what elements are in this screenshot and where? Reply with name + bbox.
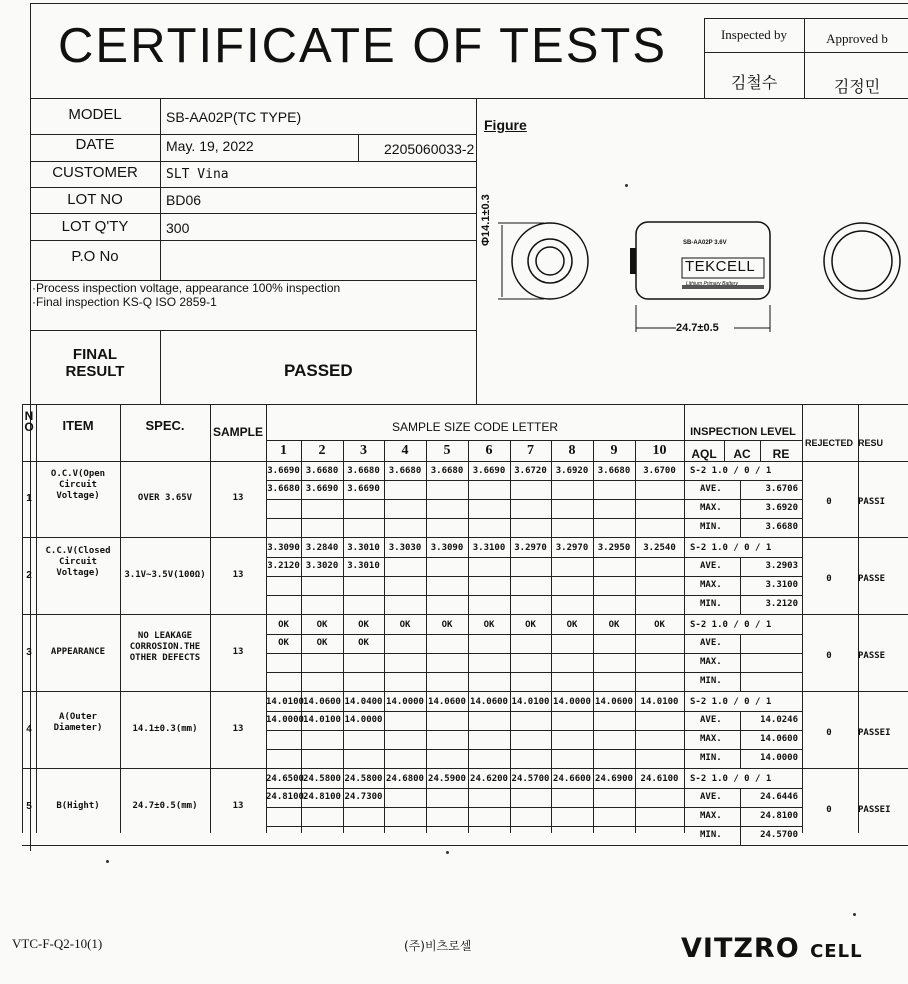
rejected-count: 0 [826, 574, 832, 584]
divider [266, 826, 802, 827]
min-label: MIN. [700, 599, 722, 609]
row-result: PASSI [858, 497, 886, 507]
sample-col-6: 6 [485, 443, 493, 458]
row-spec: 3.1V~3.5V(100Ω) [124, 570, 206, 580]
sample-value: OK [278, 620, 289, 630]
max-value: 24.8100 [760, 811, 798, 821]
divider [358, 134, 359, 162]
sample-value: 3.6690 [267, 466, 300, 476]
divider [266, 634, 802, 635]
sample-value: OK [278, 638, 289, 648]
sample-col-7: 7 [527, 443, 534, 458]
speck [446, 851, 449, 854]
model-value: SB-AA02P(TC TYPE) [166, 109, 302, 125]
end-view-outer-circle [512, 223, 588, 299]
ave-label: AVE. [700, 792, 722, 802]
divider [22, 845, 908, 846]
min-value: 24.5700 [760, 830, 798, 840]
company-name: (주)비츠로셀 [404, 939, 472, 953]
sample-value: 24.6800 [386, 774, 424, 784]
form-number: VTC-F-Q2-10(1) [12, 936, 103, 951]
sample-value: 14.0000 [553, 697, 591, 707]
sample-value: 24.6900 [595, 774, 633, 784]
max-value: 3.6920 [765, 503, 798, 513]
sample-value: 3.6690 [472, 466, 506, 476]
col-spec-header: SPEC. [145, 418, 185, 433]
battery-brand: TEKCELL [685, 258, 756, 275]
date-label: DATE [75, 136, 115, 153]
min-label: MIN. [700, 753, 722, 763]
divider [266, 730, 802, 731]
approved-by-label: Approved b [826, 31, 888, 46]
sample-value: OK [608, 620, 620, 630]
min-label: MIN. [700, 830, 722, 840]
customer-label: CUSTOMER [52, 164, 138, 181]
divider [160, 98, 161, 280]
sample-value: 3.3090 [267, 543, 300, 553]
aql-header: AQL [691, 447, 717, 461]
sample-value: 24.6200 [470, 774, 508, 784]
ave-label: AVE. [700, 561, 722, 571]
sample-value: 24.8100 [303, 792, 341, 802]
lot-no-label: LOT NO [67, 191, 123, 208]
row-item: O.C.V(Open Circuit Voltage) [50, 469, 106, 501]
divider [266, 499, 802, 500]
max-label: MAX. [700, 734, 722, 744]
divider [684, 404, 685, 833]
row-number: 4 [26, 724, 32, 735]
col-item-header: ITEM [62, 418, 94, 433]
inspection-level: S-2 1.0 / 0 / 1 [690, 466, 772, 476]
sample-value: 14.0000 [386, 697, 424, 707]
col-result-header: RESU [858, 438, 884, 448]
sample-value: 3.2950 [597, 543, 631, 553]
sample-value: 3.6680 [347, 466, 380, 476]
max-label: MAX. [700, 657, 722, 667]
sample-value: 3.6690 [305, 484, 339, 494]
inspector-signature: 김철수 [730, 73, 778, 92]
col-sample-size-header: SAMPLE SIZE CODE LETTER [391, 420, 559, 434]
re-header: RE [772, 447, 790, 461]
end-view-outer-circle-2 [824, 223, 900, 299]
col-inspection-level-header: INSPECTION LEVEL [690, 426, 796, 438]
sample-value: 24.5700 [511, 774, 550, 784]
col-no-header: N O [24, 409, 34, 434]
inspection-level: S-2 1.0 / 0 / 1 [690, 620, 772, 630]
ave-label: AVE. [700, 715, 722, 725]
sample-value: 14.0400 [344, 697, 383, 707]
battery-model-print: SB-AA02P 3.6V [683, 240, 727, 246]
speck [853, 913, 856, 916]
sample-value: 3.6720 [514, 466, 547, 476]
max-value: 14.0600 [760, 734, 798, 744]
max-value: 3.3100 [765, 580, 798, 590]
divider [804, 18, 805, 98]
divider [22, 404, 23, 833]
ave-value: 3.2903 [765, 561, 798, 571]
inspection-level: S-2 1.0 / 0 / 1 [690, 697, 772, 707]
row-sample-count: 13 [232, 647, 244, 657]
sample-col-2: 2 [318, 443, 326, 458]
customer-value: SLT Vina [166, 167, 229, 182]
sample-value: OK [358, 620, 369, 630]
row-result: PASSEI [858, 805, 891, 815]
sample-value: OK [654, 620, 665, 630]
figure-label: Figure [484, 117, 527, 133]
divider [266, 440, 802, 441]
divider [22, 537, 908, 538]
divider [210, 404, 211, 833]
row-number: 3 [26, 647, 32, 658]
sample-value: 3.6680 [267, 484, 300, 494]
divider [266, 788, 802, 789]
company-logo [681, 933, 863, 964]
inspection-level: S-2 1.0 / 0 / 1 [690, 543, 772, 553]
rejected-count: 0 [826, 651, 832, 661]
divider [802, 404, 803, 833]
row-spec: OVER 3.65V [137, 493, 193, 503]
row-sample-count: 13 [232, 493, 244, 503]
end-view-ring [528, 239, 572, 283]
sample-col-4: 4 [401, 443, 409, 458]
sample-value: OK [399, 620, 411, 630]
min-value: 3.6680 [765, 522, 798, 532]
sample-col-1: 1 [280, 443, 287, 458]
row-item: B(Hight) [56, 801, 100, 811]
final-result-label-2: RESULT [65, 363, 125, 380]
sample-col-10: 10 [652, 443, 667, 458]
sample-value: 3.3020 [305, 561, 339, 571]
sample-value: 24.6500 [266, 774, 304, 784]
sample-value: 14.0600 [303, 697, 341, 707]
divider [266, 672, 802, 673]
sample-col-5: 5 [443, 443, 451, 458]
divider [740, 788, 741, 845]
sample-value: 14.0000 [266, 715, 304, 725]
divider [740, 557, 741, 614]
ave-value: 14.0246 [760, 715, 798, 725]
max-label: MAX. [700, 503, 722, 513]
min-label: MIN. [700, 676, 722, 686]
sample-value: OK [316, 620, 328, 630]
min-value: 3.2120 [765, 599, 798, 609]
sample-value: 3.2540 [643, 543, 676, 553]
end-view-cap [536, 247, 564, 275]
sample-value: OK [441, 620, 453, 630]
length-dimension: 24.7±0.5 [676, 322, 719, 334]
speck [106, 860, 109, 863]
sample-value: 3.2840 [305, 543, 339, 553]
po-label: P.O No [71, 248, 119, 265]
sample-value: 3.3100 [472, 543, 506, 553]
sample-value: 24.5800 [344, 774, 383, 784]
row-item: C.C.V(Closed Circuit Voltage) [45, 546, 111, 578]
ave-value: 3.6706 [765, 484, 798, 494]
max-label: MAX. [700, 580, 722, 590]
row-number: 2 [26, 570, 32, 581]
sample-value: 3.6700 [643, 466, 676, 476]
final-result-label-1: FINAL [72, 346, 118, 363]
sample-value: 3.3010 [347, 561, 380, 571]
sample-value: 3.3010 [347, 543, 380, 553]
sample-value: 14.0000 [344, 715, 383, 725]
divider [740, 634, 741, 691]
row-number: 5 [26, 801, 32, 812]
divider [266, 557, 802, 558]
rejected-count: 0 [826, 805, 832, 815]
col-rejected-header: REJECTED [804, 438, 853, 448]
document-number: 2205060033-2 [384, 141, 475, 157]
row-sample-count: 13 [232, 724, 244, 734]
sample-value: 3.6680 [388, 466, 422, 476]
divider [30, 161, 476, 162]
sample-col-9: 9 [610, 443, 618, 458]
sample-value: OK [566, 620, 578, 630]
logo-main: VITZRO [681, 933, 800, 964]
row-number: 1 [26, 493, 32, 504]
divider [30, 240, 476, 241]
divider [704, 18, 705, 98]
sample-value: 3.2120 [267, 561, 300, 571]
inspection-note-2: ·Final inspection KS-Q ISO 2859-1 [32, 295, 217, 309]
row-spec: NO LEAKAGE CORROSION.THE OTHER DEFECTS [129, 631, 201, 663]
sample-value: 24.8100 [266, 792, 304, 802]
sample-value: 14.0100 [511, 697, 550, 707]
divider [858, 404, 859, 833]
divider [30, 187, 476, 188]
divider [160, 330, 161, 404]
divider [740, 480, 741, 537]
divider [740, 711, 741, 768]
sample-col-3: 3 [360, 443, 367, 458]
logo-sub: CELL [810, 941, 863, 962]
row-result: PASSE [858, 651, 886, 661]
divider [704, 18, 908, 19]
sample-value: OK [483, 620, 495, 630]
divider [22, 768, 908, 769]
divider [266, 711, 802, 712]
lot-no-value: BD06 [166, 192, 202, 208]
sample-value: 3.6920 [555, 466, 589, 476]
divider [266, 480, 802, 481]
row-result: PASSE [858, 574, 886, 584]
ave-value: 24.6446 [760, 792, 798, 802]
divider [22, 461, 908, 462]
sample-value: 3.6680 [430, 466, 464, 476]
divider [30, 134, 476, 135]
divider [266, 576, 802, 577]
divider [266, 653, 802, 654]
inspected-by-label: Inspected by [720, 27, 788, 42]
ac-header: AC [733, 447, 751, 461]
rejected-count: 0 [826, 728, 832, 738]
date-value: May. 19, 2022 [166, 138, 254, 154]
page-title: CERTIFICATE OF TESTS [58, 19, 668, 73]
sample-value: 3.2970 [514, 543, 547, 553]
max-label: MAX. [700, 811, 722, 821]
approver-signature: 김정민 [833, 77, 881, 96]
ave-label: AVE. [700, 638, 722, 648]
divider [266, 807, 802, 808]
divider [30, 330, 476, 331]
sample-value: OK [525, 620, 536, 630]
inspection-level: S-2 1.0 / 0 / 1 [690, 774, 772, 784]
row-spec: 24.7±0.5(mm) [132, 801, 198, 811]
diameter-dimension: Φ14.1±0.3 [480, 194, 492, 246]
rejected-count: 0 [826, 497, 832, 507]
sample-value: 14.0100 [640, 697, 679, 707]
sample-value: OK [316, 638, 328, 648]
sample-value: 14.0100 [303, 715, 341, 725]
divider [266, 749, 802, 750]
sample-value: 24.6100 [640, 774, 679, 784]
lot-qty-value: 300 [166, 220, 190, 236]
divider [22, 404, 908, 405]
divider [266, 518, 802, 519]
row-result: PASSEI [858, 728, 891, 738]
divider [30, 213, 476, 214]
sample-value: 24.5800 [303, 774, 341, 784]
final-result-value: PASSED [284, 361, 353, 380]
col-sample-header: SAMPLE [212, 425, 263, 439]
sample-value: 14.0600 [470, 697, 508, 707]
sample-value: 3.2970 [555, 543, 589, 553]
sample-value: 3.3090 [430, 543, 464, 553]
sample-value: 24.5900 [428, 774, 466, 784]
sample-value: 14.0600 [428, 697, 466, 707]
row-item: A(Outer Diameter) [53, 712, 103, 733]
row-item: APPEARANCE [50, 647, 106, 657]
divider [704, 52, 908, 53]
sample-value: 24.6600 [553, 774, 591, 784]
min-label: MIN. [700, 522, 722, 532]
divider [266, 595, 802, 596]
row-spec: 14.1±0.3(mm) [132, 724, 198, 734]
model-label: MODEL [68, 106, 122, 123]
divider [22, 614, 908, 615]
inspection-note-1: ·Process inspection voltage, appearance 100% inspection [32, 281, 341, 295]
sample-value: 3.6690 [347, 484, 380, 494]
sample-value: 3.6680 [305, 466, 339, 476]
ave-label: AVE. [700, 484, 722, 494]
row-sample-count: 13 [232, 801, 244, 811]
sample-col-8: 8 [568, 443, 576, 458]
min-value: 14.0000 [760, 753, 798, 763]
speck [625, 184, 628, 187]
sample-value: 3.3030 [388, 543, 422, 553]
sample-value: OK [358, 638, 369, 648]
row-sample-count: 13 [232, 570, 244, 580]
battery-sub-print: Lithium Primary Battery [686, 281, 738, 287]
divider [30, 98, 908, 99]
lot-qty-label: LOT Q'TY [61, 218, 129, 235]
sample-value: 14.0600 [595, 697, 633, 707]
divider [120, 404, 121, 833]
divider [22, 691, 908, 692]
sample-value: 3.6680 [597, 466, 631, 476]
sample-value: 24.7300 [344, 792, 383, 802]
sample-value: 14.0100 [266, 697, 304, 707]
battery-terminal [630, 248, 636, 274]
